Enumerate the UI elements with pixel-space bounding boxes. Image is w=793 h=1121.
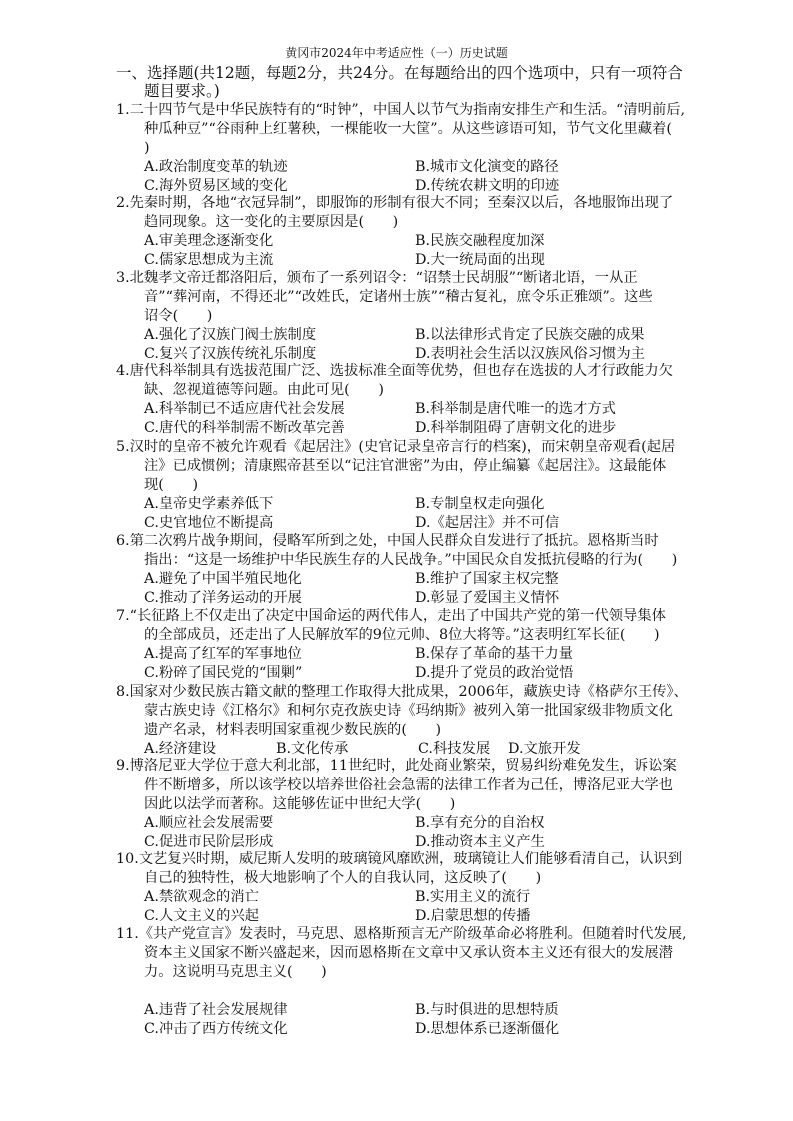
answer-option: B.城市文化演变的路径 [415, 159, 559, 175]
answer-option: D.《起居注》并不可信 [415, 515, 560, 531]
question-stem-line: 11.《共产党宣言》发表时，马克思、恩格斯预言无产阶级革命必将胜利。但随着时代发展, [116, 926, 687, 942]
question-stem-line: 9.博洛尼亚大学位于意大利北部，11世纪时，此处商业繁荣，贸易纠纷难免发生，诉讼案 [116, 758, 677, 774]
answer-option: C.粉碎了国民党的“围剿” [144, 665, 303, 681]
answer-option: C.推动了洋务运动的开展 [144, 590, 302, 606]
question-stem-line: 5.汉时的皇帝不被允许观看《起居注》(史官记录皇帝言行的档案)，而宋朝皇帝观看(起居 [116, 439, 676, 455]
question-stem-line: 6.第二次鸦片战争期间，侵略军所到之处，中国人民群众自发进行了抵抗。恩格斯当时 [116, 533, 659, 549]
question-stem-line: ) [144, 140, 150, 156]
answer-option: C.儒家思想成为主流 [144, 252, 274, 268]
answer-option: C.海外贸易区域的变化 [144, 178, 288, 194]
question-stem-line: 遗产名录，材料表明国家重视少数民族的( ) [144, 722, 442, 738]
answer-option: A.政治制度变革的轨迹 [144, 159, 288, 175]
answer-option: B.专制皇权走向强化 [415, 496, 545, 512]
question-stem-line: 诏令( ) [144, 308, 213, 324]
answer-option: A.皇帝史学素养低下 [144, 496, 274, 512]
answer-option: D.思想体系已逐渐僵化 [415, 1021, 560, 1037]
answer-option: D.启蒙思想的传播 [415, 908, 531, 924]
answer-option: B.保存了革命的基干力量 [415, 646, 574, 662]
question-stem-line: 件不断增多，所以该学校以培养世俗社会急需的法律工作者为己任，博洛尼亚大学也 [144, 777, 673, 793]
answer-option: B.科举制是唐代唯一的选才方式 [415, 401, 616, 417]
question-stem-line: 自己的独特性，极大地影响了个人的自我认同，这反映了( ) [144, 870, 542, 886]
question-stem-line: 趋同现象。这一变化的主要原因是( ) [144, 214, 399, 230]
answer-option: A.提高了红军的军事地位 [144, 646, 302, 662]
answer-option: D.表明社会生活以汉族风俗习惯为主 [415, 346, 645, 362]
answer-option: C.复兴了汉族传统礼乐制度 [144, 346, 317, 362]
question-stem-line: 10.文艺复兴时期，威尼斯人发明的玻璃镜风靡欧洲，玻璃镜让人们能够看清自己，认识到 [116, 851, 683, 867]
question-stem-line: 音”“葬河南，不得还北”“改姓氏，定诸州士族”“稽古复礼，庶令乐正雅颂”。这些 [144, 289, 653, 305]
question-stem-line: 注》已成惯例；清康熙帝甚至以“记注官泄密”为由，停止编纂《起居注》。这最能体 [144, 458, 667, 474]
question-stem-line: 2.先秦时期，各地“衣冠异制”，即服饰的形制有很大不同；至秦汉以后，各地服饰出现了 [116, 195, 674, 211]
answer-option: C.促进市民阶层形成 [144, 834, 274, 850]
answer-option: C.史官地位不断提高 [144, 515, 274, 531]
answer-option: C.科技发展 [418, 741, 491, 757]
answer-option: B.与时俱进的思想特质 [415, 1002, 559, 1018]
answer-option: D.科举制阻碍了唐朝文化的进步 [415, 420, 617, 436]
question-stem-line: 缺、忽视道德等问题。由此可见( ) [144, 382, 384, 398]
answer-option: A.审美理念逐渐变化 [144, 233, 274, 249]
answer-option: D.传统农耕文明的印迹 [415, 178, 560, 194]
answer-option: C.唐代的科举制需不断改革完善 [144, 420, 345, 436]
question-stem-line: 4.唐代科举制具有选拔范围广泛、选拔标准全面等优势，但也存在选拔的人才行政能力欠 [116, 363, 673, 379]
page-title: 黄冈市2024年中考适应性（一）历史试题 [285, 46, 508, 60]
answer-option: A.科举制已不适应唐代社会发展 [144, 401, 345, 417]
answer-option: A.违背了社会发展规律 [144, 1002, 288, 1018]
answer-option: B.实用主义的流行 [415, 889, 531, 905]
answer-option: B.民族交融程度加深 [415, 233, 545, 249]
question-stem-line: 力。这说明马克思主义( ) [144, 964, 327, 980]
answer-option: C.冲击了西方传统文化 [144, 1021, 288, 1037]
answer-option: A.经济建设 [144, 741, 217, 757]
question-stem-line: 种瓜种豆”“谷雨种上红薯秧，一棵能收一大筐”。从这些谚语可知，节气文化里藏着( [144, 121, 672, 137]
question-stem-line: 蒙古族史诗《江格尔》和柯尔克孜族史诗《玛纳斯》被列入第一批国家级非物质文化 [144, 703, 673, 719]
section-heading-line: 一、选择题(共12题，每题2分，共24分。在每题给出的四个选项中，只有一项符合 [116, 64, 683, 82]
question-stem-line: 因此以法学而著称。这能够佐证中世纪大学( ) [144, 796, 456, 812]
question-stem-line: 3.北魏孝文帝迁都洛阳后，颁布了一系列诏令：“诏禁士民胡服”“断诸北语，一从正 [116, 270, 638, 286]
section-heading-line: 题目要求。) [144, 82, 220, 100]
answer-option: A.避免了中国半殖民地化 [144, 571, 302, 587]
answer-option: C.人文主义的兴起 [144, 908, 260, 924]
answer-option: B.享有充分的自治权 [415, 815, 545, 831]
question-stem-line: 现( ) [144, 477, 199, 493]
answer-option: D.彰显了爱国主义情怀 [415, 590, 560, 606]
answer-option: A.强化了汉族门阀士族制度 [144, 327, 317, 343]
question-stem-line: 指出：“这是一场维护中华民族生存的人民战争。”中国民众自发抵抗侵略的行为( ) [144, 552, 678, 568]
answer-option: D.推动资本主义产生 [415, 834, 545, 850]
answer-option: D.文旅开发 [508, 741, 581, 757]
question-stem-line: 资本主义国家不断兴盛起来，因而恩格斯在文章中又承认资本主义还有很大的发展潜 [144, 945, 673, 961]
question-stem-line: 8.国家对少数民族古籍文献的整理工作取得大批成果，2006年，藏族史诗《格萨尔王传》、 [116, 684, 688, 700]
answer-option: A.禁欲观念的消亡 [144, 889, 259, 905]
answer-option: D.大一统局面的出现 [415, 252, 545, 268]
question-stem-line: 的全部成员，还走出了人民解放军的9位元帅、8位大将等。”这表明红军长征( ) [144, 627, 660, 643]
answer-option: B.维护了国家主权完整 [415, 571, 559, 587]
answer-option: B.以法律形式肯定了民族交融的成果 [415, 327, 645, 343]
answer-option: A.顺应社会发展需要 [144, 815, 274, 831]
answer-option: B.文化传承 [276, 741, 349, 757]
question-stem-line: 1.二十四节气是中华民族特有的“时钟”，中国人以节气为指南安排生产和生活。“清明前后, [116, 102, 686, 118]
answer-option: D.提升了党员的政治觉悟 [415, 665, 574, 681]
question-stem-line: 7.“长征路上不仅走出了决定中国命运的两代伟人，走出了中国共产党的第一代领导集体 [116, 608, 666, 624]
